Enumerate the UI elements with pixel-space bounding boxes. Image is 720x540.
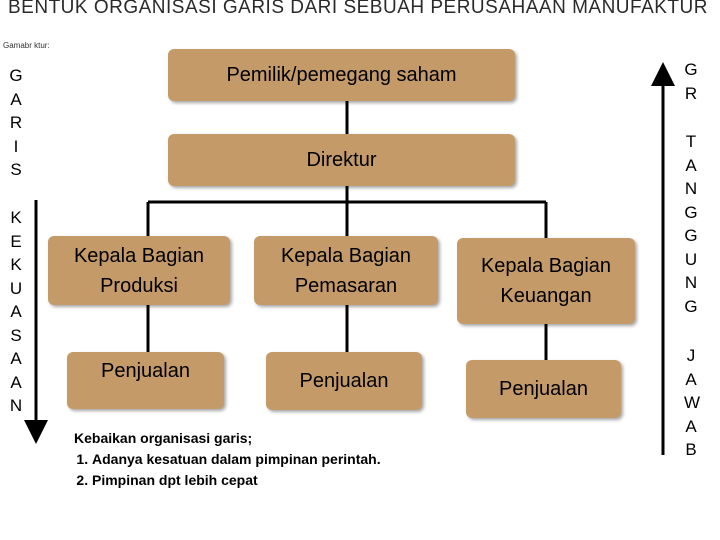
head-finance-label: Kepala Bagian Keuangan [480,255,612,307]
head-marketing-box [254,236,438,305]
director-label: Direktur [306,149,377,171]
sales-label-1: Penjualan [101,360,190,382]
left-vertical-top-text: GARIS [9,66,23,179]
sales-box-3 [466,360,621,418]
sales-label-3: Penjualan [499,378,588,400]
sales-box-2 [266,352,422,410]
notes [74,428,381,491]
head-finance-box [457,238,635,324]
sales-label-2: Penjualan [299,370,389,392]
left-vertical-bottom [6,206,26,418]
notes-list [74,449,381,491]
owner-label: Pemilik/pemegang saham [226,64,457,86]
director-box [168,134,515,186]
right-vertical-top [681,58,701,105]
head-production-label: Kepala Bagian Produksi [73,244,205,297]
owner-box [168,49,515,101]
notes-item: 2. Pimpinan dpt lebih cepat [92,470,381,491]
right-vertical-middle [681,130,701,318]
right-vertical-bottom-text: JAWAB [684,346,701,459]
notes-item: 1. Adanya kesatuan dalam pimpinan perintah. [92,449,381,470]
left-vertical-bottom-text: KEKUASAAN [9,208,23,415]
head-marketing-label: Kepala Bagian Pemasaran [280,244,412,297]
left-vertical-top [6,64,26,182]
page-title: BENTUK ORGANISASI GARIS DARI SEBUAH PERUSAHAAN MANUFAKTUR [8,0,708,18]
right-vertical-bottom [681,344,701,462]
right-vertical-top-text: GR [684,60,698,103]
head-production-box [48,236,230,305]
sales-box-1 [67,352,224,409]
right-vertical-middle-text: TANGGUNG [684,132,698,316]
notes-heading: Kebaikan organisasi garis; [74,430,253,446]
subtitle: Gamabr ktur: [3,41,50,50]
